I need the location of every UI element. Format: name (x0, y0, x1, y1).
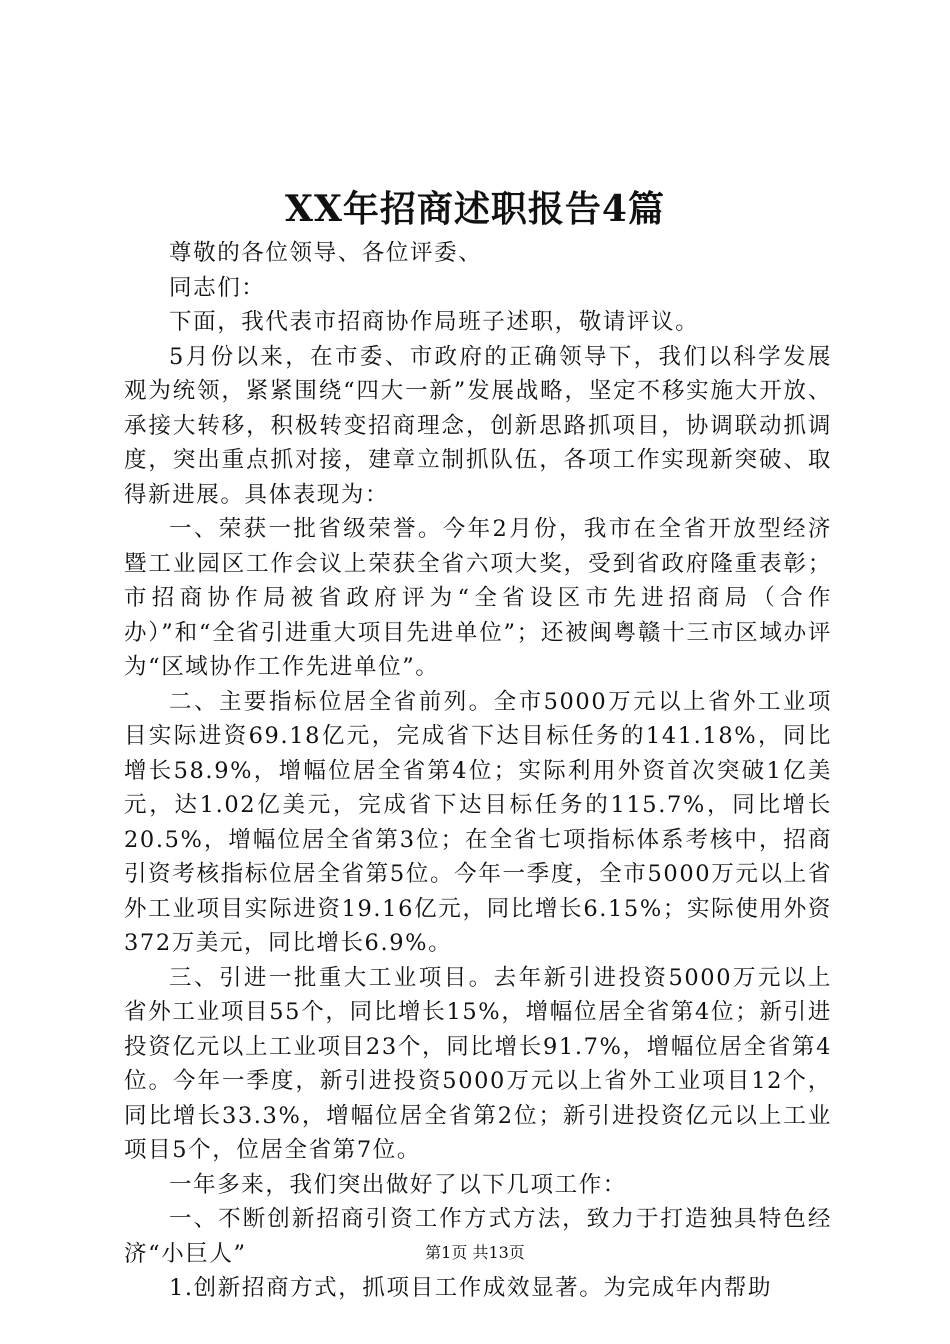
paragraph-section-one: 一、不断创新招商引资工作方式方法，致力于打造独具特色经济“小巨人” (124, 1206, 832, 1267)
paragraph-projects: 三、引进一批重大工业项目。去年新引进投资5000万元以上省外工业项目55个，同比增长15%，增幅位居全省第4位；新引进投资亿元以上工业项目23个，同比增长91.7%，增幅位居全省第4位。今年一季度，新引进投资5000万元以上省外工业项目12个，同比增长33.3%，增幅位居全省第2位；新引进投资亿元以上工业项目5个，位居全省第7位。 (124, 964, 832, 1163)
paragraph-honors: 一、荣获一批省级荣誉。今年2月份，我市在全省开放型经济暨工业园区工作会议上荣获全省六项大奖，受到省政府隆重表彰；市招商协作局被省政府评为“全省设区市先进招商局（合作办）”和“全省引进重大项目先进单位”；还被闽粤赣十三市区域办评为“区域协作工作先进单位”。 (124, 516, 832, 680)
paragraph-overview: 5月份以来，在市委、市政府的正确领导下，我们以科学发展观为统领，紧紧围绕“四大一新”发展战略，坚定不移实施大开放、承接大转移，积极转变招商理念，创新思路抓项目，协调联动抓调度，突出重点抓对接，建章立制抓队伍，各项工作实现新突破、取得新进展。具体表现为： (124, 343, 832, 508)
paragraph-intro: 下面，我代表市招商协作局班子述职，敬请评议。 (169, 309, 700, 335)
paragraph-work-intro: 一年多来，我们突出做好了以下几项工作： (169, 1171, 627, 1198)
document-title: XX年招商述职报告4篇 (285, 188, 665, 230)
paragraph-salutation-2: 同志们： (169, 274, 266, 301)
paragraph-salutation: 尊敬的各位领导、各位评委、 (169, 240, 483, 266)
paragraph-indicators: 二、主要指标位居全省前列。全市5000万元以上省外工业项目实际进资69.18亿元，完成省下达目标任务的141.18%，同比增长58.9%，增幅位居全省第4位；实际利用外资首次突破1亿美元，达1.02亿美元，完成省下达目标任务的115.7%，同比增长20.5%，增幅位居全省第3位；在全省七项指标体系考核中，招商引资考核指标位居全省第5位。今年一季度，全市5000万元以上省外工业项目实际进资19.16亿元，同比增长6.15%；实际使用外资372万美元，同比增长6.9%。 (124, 688, 832, 956)
page-footer: 第1页 共13页 (425, 1243, 525, 1262)
paragraph-item-one: 1.创新招商方式，抓项目工作成效显著。为完成年内帮助 (169, 1275, 773, 1301)
document-body (124, 236, 832, 1306)
